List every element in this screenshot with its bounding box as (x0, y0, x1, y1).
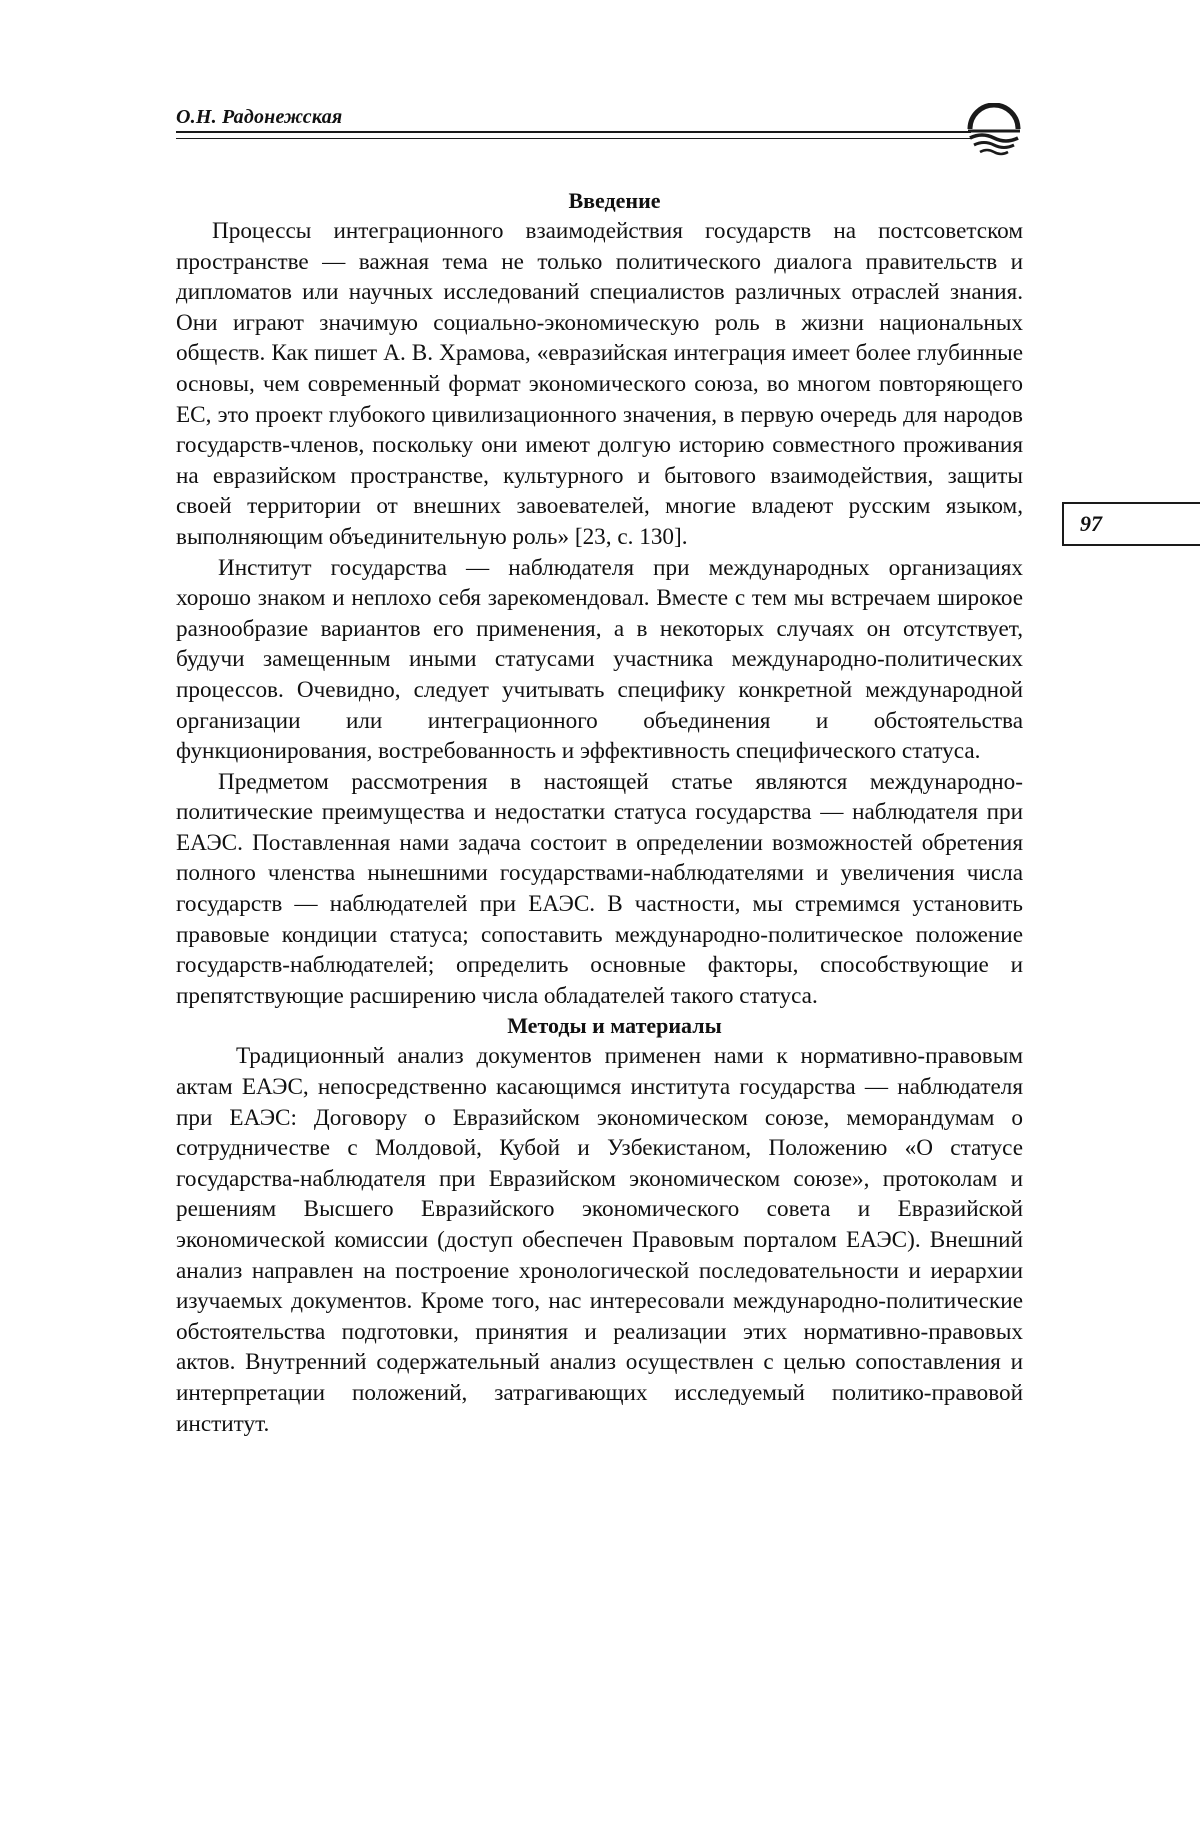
article-body (176, 186, 1023, 1439)
page-number: 97 (1080, 511, 1102, 536)
header-rule (176, 131, 971, 139)
running-head-author: О.Н. Радонежская (176, 106, 343, 128)
section-title-methods: Методы и материалы (507, 1013, 722, 1039)
intro-paragraph-1: Процессы интеграционного взаимодействия государств на постсоветском пространстве — важная тема не только политического диалога правительств и дипломатов или научных исследований специалистов различных отраслей знания. Они играют значимую социально-экономическую роль в жизни национальных обществ. Как пишет А. В. Храмова, «евразийская интеграция имеет более глубинные основы, чем современный формат экономического союза, во многом повторяющего ЕС, это проект глубокого цивилизационного значения, в первую очередь для народов государств-членов, поскольку они имеют долгую историю совместного проживания на евразийском пространстве, культурного и бытового взаимодействия, защиты своей территории от внешних завоевателей, многие владеют русским языком, выполняющим объединительную роль» [23, с. 130]. (176, 218, 1023, 550)
intro-paragraph-2: Институт государства — наблюдателя при международных организациях хорошо знаком и неплохо себя зарекомендовал. Вместе с тем мы встречаем широкое разнообразие вариантов его применения, а в некоторых случаях он отсутствует, будучи замещенным иными статусами участника международно-политических процессов. Очевидно, следует учитывать специфику конкретной международной организации или интеграционного объединения и обстоятельства функционирования, востребованность и эффективность специфического статуса. (176, 554, 1023, 765)
page-number-tab (1062, 502, 1200, 546)
intro-paragraph-3: Предметом рассмотрения в настоящей статье являются международно-политические преимущества и недостатки статуса государства — наблюдателя при ЕАЭС. Поставленная нами задача состоит в определении возможностей обретения полного членства нынешними государствами-наблюдателями и увеличения числа государств — наблюдателей при ЕАЭС. В частности, мы стремимся установить правовые кондиции статуса; сопоставить международно-политическое положение государств-наблюдателей; определить основные факторы, способствующие и препятствующие расширению числа обладателей такого статуса. (176, 768, 1023, 1009)
section-title-introduction: Введение (568, 188, 661, 213)
journal-wave-logo-icon (962, 103, 1026, 161)
methods-paragraph-1: Традиционный анализ документов применен нами к нормативно-правовым актам ЕАЭС, непосредственно касающимся института государства — наблюдателя при ЕАЭС: Договору о Евразийском экономическом союзе, меморандумам о сотрудничестве с Молдовой, Кубой и Узбекистаном, Положению «О статусе государства-наблюдателя при Евразийском экономическом союзе», протоколам и решениям Высшего Евразийского экономического совета и Евразийской экономической комиссии (доступ обеспечен Правовым порталом ЕАЭС). Внешний анализ направлен на построение хронологической последовательности и иерархии изучаемых документов. Кроме того, нас интересовали международно-политические обстоятельства подготовки, принятия и реализации этих нормативно-правовых актов. Внутренний содержательный анализ осуществлен с целью сопоставления и интерпретации положений, затрагивающих исследуемый политико-правовой институт. (176, 1043, 1023, 1437)
